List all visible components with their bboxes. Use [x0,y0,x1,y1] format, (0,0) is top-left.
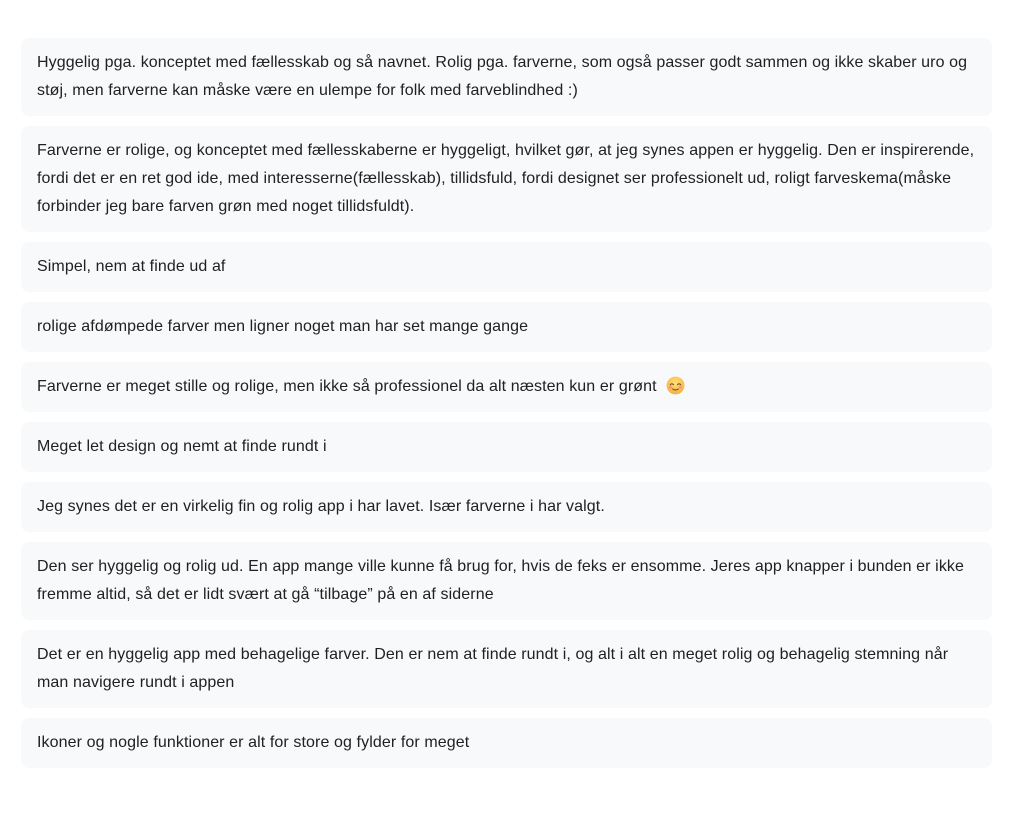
response-card [21,38,992,116]
response-text: Farverne er meget stille og rolige, men ikke så professionel da alt næsten kun er grønt [37,378,657,395]
response-text: Meget let design og nemt at finde rundt i [37,438,327,455]
response-card [21,242,992,292]
smiling-face-emoji [666,376,685,395]
response-text: Simpel, nem at finde ud af [37,258,226,275]
response-card [21,362,992,412]
response-card [21,542,992,620]
response-text: rolige afdømpede farver men ligner noget man har set mange gange [37,318,529,335]
response-card [21,302,992,352]
response-card [21,422,992,472]
response-text: Jeg synes det er en virkelig fin og rolig app i har lavet. Især farverne i har valgt. [37,498,605,515]
response-text: Den ser hyggelig og rolig ud. En app mange ville kunne få brug for, hvis de feks er ensomme. Jeres app knapper i bunden er ikke fremme altid, så det er lidt svært at gå “tilbage” på en af siderne [37,558,969,603]
response-text: Hyggelig pga. konceptet med fællesskab og så navnet. Rolig pga. farverne, som også passer godt sammen og ikke skaber uro og støj, men farverne kan måske være en ulempe for folk med farveblindhed :) [37,54,972,99]
response-card [21,630,992,708]
response-text: Det er en hyggelig app med behagelige farver. Den er nem at finde rundt i, og alt i alt en meget rolig og behagelig stemning når man navigere rundt i appen [37,646,953,691]
response-text: Farverne er rolige, og konceptet med fællesskaberne er hyggeligt, hvilket gør, at jeg synes appen er hyggelig. Den er inspirerende, fordi det er en ret god ide, med interesserne(fællesskab), tillidsfuld, fordi designet ser professionelt ud, roligt farveskema(måske forbinder jeg bare farven grøn med noget tillidsfuldt). [37,142,979,215]
response-card [21,718,992,768]
response-text: Ikoner og nogle funktioner er alt for store og fylder for meget [37,734,470,751]
response-card [21,482,992,532]
response-card [21,126,992,232]
